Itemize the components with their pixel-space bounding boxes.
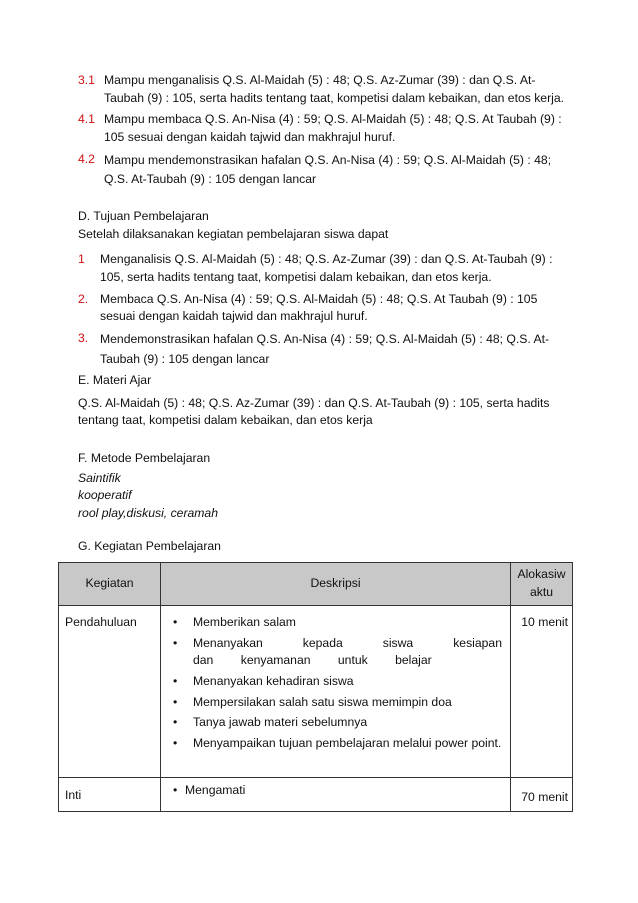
table-header-row [59, 563, 573, 606]
tujuan-text: Membaca Q.S. An-Nisa (4) : 59; Q.S. Al-Maidah (5) : 48; Q.S. At Taubah (9) : 105 sesuai dengan kaidah tajwid dan makhrajul huruf. [100, 291, 538, 324]
bullet-icon: • [173, 674, 178, 689]
kegiatan-heading: G. Kegiatan Pembelajaran [78, 539, 221, 553]
list-item: • Menanyakan kehadiran siswa [171, 673, 502, 691]
tujuan-text: Menganalisis Q.S. Al-Maidah (5) : 48; Q.S. Az-Zumar (39) : dan Q.S. At-Taubah (9) : 105, serta hadits tentang taat, kompetisi dalam kebaikan, dan etos kerja. [100, 252, 553, 285]
tujuan-item [78, 291, 568, 326]
table-row [59, 778, 573, 812]
kompetensi-dasar-list [78, 72, 568, 194]
alokasi-cell: 10 menit [511, 606, 573, 778]
bullet-icon: • [173, 635, 178, 650]
kd-number: 4.1 [78, 112, 95, 127]
tujuan-number: 3. [78, 331, 89, 346]
deskripsi-list [171, 614, 502, 753]
kd-text: Mampu mendemonstrasikan hafalan Q.S. An-Nisa (4) : 59; Q.S. Al-Maidah (5) : 48; Q.S. At-Taubah (9) : 105 dengan lancar [104, 152, 552, 187]
deskripsi-cell [161, 778, 511, 812]
tujuan-item [78, 330, 568, 369]
materi-section [78, 372, 568, 430]
alokasi-cell: 70 menit [511, 778, 573, 812]
kd-number: 3.1 [78, 73, 95, 87]
tujuan-section [78, 208, 568, 373]
metode-item: Saintifik [78, 470, 121, 485]
tujuan-intro: Setelah dilaksanakan kegiatan pembelajaran siswa dapat [78, 226, 389, 241]
list-item: • Mempersilakan salah satu siswa memimpin doa [171, 694, 502, 712]
list-item: • Menyampaikan tujuan pembelajaran melalui power point. [171, 735, 502, 753]
column-header-alokasi: Alokasiw aktu [511, 563, 573, 606]
kd-text: Mampu membaca Q.S. An-Nisa (4) : 59; Q.S. Al-Maidah (5) : 48; Q.S. At Taubah (9) : 105 sesuai dengan kaidah tajwid dan makhrajul huruf. [104, 112, 562, 145]
bullet-icon: • [173, 615, 178, 629]
metode-item: rool play,diskusi, ceramah [78, 506, 218, 521]
bullet-icon: • [173, 736, 178, 751]
metode-item: kooperatif [78, 488, 132, 503]
kd-number: 4.2 [78, 151, 95, 166]
list-item: • Mengamati [171, 782, 502, 800]
column-header-kegiatan: Kegiatan [59, 563, 161, 606]
kegiatan-cell: Inti [59, 778, 161, 812]
bullet-icon: • [173, 694, 178, 709]
bullet-icon: • [173, 783, 178, 797]
tujuan-item [78, 251, 568, 286]
list-item: • Memberikan salam [171, 614, 502, 632]
section-heading: D. Tujuan Pembelajaran [78, 209, 209, 223]
kegiatan-cell: Pendahuluan [59, 606, 161, 778]
kegiatan-table [58, 562, 573, 812]
metode-section [78, 450, 568, 523]
tujuan-text: Mendemonstrasikan hafalan Q.S. An-Nisa (4) : 59; Q.S. Al-Maidah (5) : 48; Q.S. At-Taubah (9) : 105 dengan lancar [100, 332, 550, 366]
kd-text: Mampu menganalisis Q.S. Al-Maidah (5) : 48; Q.S. Az-Zumar (39) : dan Q.S. At-Taubah (9) : 105, serta hadits tentang taat, kompetisi dalam kebaikan, dan etos kerja. [104, 73, 565, 105]
bullet-icon: • [173, 715, 178, 730]
column-header-deskripsi: Deskripsi [161, 563, 511, 606]
list-item: • Tanya jawab materi sebelumnya [171, 714, 502, 732]
table-row [59, 606, 573, 778]
kd-item [78, 72, 568, 107]
tujuan-number: 1 [78, 252, 85, 267]
tujuan-number: 2. [78, 291, 89, 306]
deskripsi-cell [161, 606, 511, 778]
section-heading: F. Metode Pembelajaran [78, 451, 211, 465]
deskripsi-list [171, 782, 502, 800]
section-heading: E. Materi Ajar [78, 373, 152, 387]
materi-text: Q.S. Al-Maidah (5) : 48; Q.S. Az-Zumar (39) : dan Q.S. At-Taubah (9) : 105, serta hadits tentang taat, kompetisi dalam kebaikan, dan etos kerja [78, 395, 550, 428]
kd-item [78, 111, 568, 146]
kd-item [78, 151, 568, 190]
list-item: • Menanyakan kepada siswa kesiapan dan kenyamanan untuk belajar [171, 635, 502, 670]
